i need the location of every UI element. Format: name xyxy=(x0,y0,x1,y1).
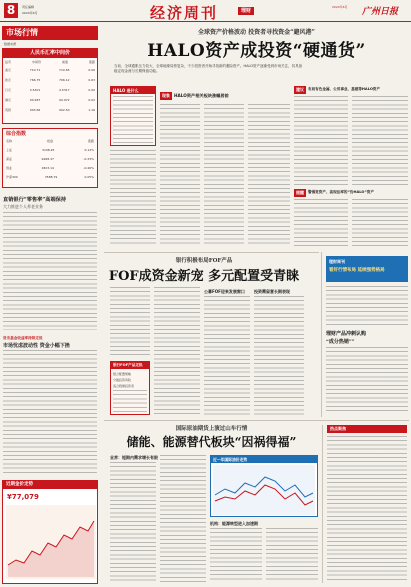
rate-col-mid: 中间价 xyxy=(31,60,41,64)
rate-cell: 903.66 xyxy=(29,108,41,112)
fof-side-box xyxy=(110,361,150,415)
rate-cell: 港元 xyxy=(5,98,12,102)
right-sidebar xyxy=(321,252,409,417)
rate-cell: 902.50 xyxy=(59,108,70,112)
sub3-label: 建议 xyxy=(296,87,304,92)
ad-top: 理财周刊 xyxy=(329,259,345,264)
gold-chart-big-number: ¥77,079 xyxy=(7,493,39,501)
fof-col2-body xyxy=(154,287,200,415)
fof-sub-a: 公募FOF迎来发展窗口 xyxy=(204,289,245,294)
rate-row xyxy=(5,108,95,112)
rate-table xyxy=(2,48,98,124)
story2-body xyxy=(3,350,97,476)
newspaper-logo: 广州日报 xyxy=(362,7,399,17)
main-article xyxy=(104,24,409,249)
oil-right-box xyxy=(322,425,408,583)
index-col: 涨跌 xyxy=(87,139,94,143)
header-date-right: 2024年6月 xyxy=(332,5,348,9)
index-cell: 沪深300 xyxy=(6,175,18,179)
index-row xyxy=(6,166,94,170)
main-col8-body xyxy=(352,199,408,247)
halo-definition-box xyxy=(110,86,156,146)
index-cell: 深证 xyxy=(6,157,13,161)
main-col3-body xyxy=(204,104,244,246)
index-row xyxy=(6,148,94,152)
rate-cell: 766.75 xyxy=(29,78,41,82)
notice-title: 理财产品冲刺认购 xyxy=(326,331,367,337)
index-table-title: 综合指数 xyxy=(6,131,27,137)
sub3-title: 布局有色金属、公用事业、基建等HALO资产 xyxy=(308,87,381,91)
fof-col3-body xyxy=(204,296,250,415)
fof-sub-b: 投资需留意长期表现 xyxy=(254,289,290,294)
rate-col-currency: 货币 xyxy=(5,60,12,64)
rate-row xyxy=(5,88,95,92)
rate-cell: 0.02 xyxy=(88,98,95,102)
gold-chart-box xyxy=(2,480,98,584)
fof-col4-body xyxy=(254,296,304,415)
right-body-2 xyxy=(326,347,408,413)
index-table xyxy=(2,128,98,188)
rate-cell: 710.71 xyxy=(29,68,41,72)
sub2-header xyxy=(160,92,290,100)
rate-cell: 4.5301 xyxy=(29,88,41,92)
rate-cell: 英镑 xyxy=(5,108,12,112)
index-cell: 0.12% xyxy=(84,148,94,152)
oil-col1-body xyxy=(110,462,156,582)
oil-col2-body xyxy=(160,455,206,582)
index-cell: -0.33% xyxy=(83,157,94,161)
header-small-info: 责任编辑 xyxy=(22,5,35,9)
ad-box xyxy=(326,256,408,282)
rate-row xyxy=(5,68,95,72)
index-col: 收盘 xyxy=(46,139,53,143)
page-number: 8 xyxy=(4,3,18,18)
main-col5-body xyxy=(294,96,348,186)
rate-row xyxy=(5,98,95,102)
oil-col3-body xyxy=(210,528,262,582)
index-cell: -0.46% xyxy=(83,166,94,170)
fof-side-item: 分散投资风险 xyxy=(113,378,132,382)
halo-definition-body xyxy=(113,96,153,144)
story1-body xyxy=(3,212,97,330)
sub2-label: 现象 xyxy=(162,93,170,98)
index-cell: 3108.45 xyxy=(42,148,55,152)
index-cell: 0.05% xyxy=(84,175,94,179)
oil-kicker: 国际原油期货上演过山车行情 xyxy=(175,426,248,432)
oil-chart-title: 近一年国际油价走势 xyxy=(211,456,317,463)
index-cell: 上证 xyxy=(6,148,13,152)
rate-table-title: 人民币汇率中间价 xyxy=(3,49,97,58)
rate-col-change: 涨跌 xyxy=(88,60,95,64)
main-headline: HALO资产成投资“硬通货” xyxy=(147,41,366,61)
index-cell: 创业 xyxy=(6,166,13,170)
gold-chart-title: 近期金价走势 xyxy=(3,481,97,489)
rate-cell: 欧元 xyxy=(5,78,12,82)
ad-text: 看好行情布局 延续强势格局 xyxy=(329,268,385,273)
sub3-header xyxy=(294,86,409,94)
sub4-header xyxy=(294,189,409,197)
rate-cell: 1.16 xyxy=(88,108,95,112)
rate-cell: 美元 xyxy=(5,68,12,72)
main-kicker: 全球资产价格波动 投资者寻找资金“避风港” xyxy=(198,29,315,36)
main-col4-body xyxy=(248,104,290,246)
right-body-1 xyxy=(326,286,408,326)
index-cell: 3588.79 xyxy=(44,175,58,179)
main-col1-body xyxy=(110,150,156,246)
rate-cell: 90.972 xyxy=(59,98,70,102)
oil-right-box-title: 热点聚焦 xyxy=(327,425,407,433)
market-subtitle: 数据来源 xyxy=(4,42,17,46)
oil-headline: 储能、能源替代板块“因祸得福” xyxy=(126,435,297,449)
oil-chart-box xyxy=(210,455,318,517)
rate-cell: 710.65 xyxy=(59,68,70,72)
story2-headline: 市场忧虑波动性 资金小幅下挫 xyxy=(3,343,70,349)
main-col7-body xyxy=(294,199,348,247)
index-col: 名称 xyxy=(6,139,13,143)
rate-cell: 0.06 xyxy=(88,68,95,72)
rate-cell: 日元 xyxy=(5,88,12,92)
sub2-title: HALO资产相关板块涨幅居前 xyxy=(174,93,229,98)
market-title: 市场行情 xyxy=(2,26,98,40)
header-date: 2024年6月 xyxy=(22,11,38,15)
rate-table-header xyxy=(5,60,95,66)
story1-sub: 大力推进个人养老业务 xyxy=(3,204,43,209)
index-cell: 1823.14 xyxy=(41,166,54,170)
rate-cell: 0.00 xyxy=(88,88,95,92)
fof-kicker: 银行积极布局FOF产品 xyxy=(175,258,233,264)
fof-headline: FOF成资金新宠 多元配置受青睐 xyxy=(108,269,300,284)
rate-cell: 90.987 xyxy=(29,98,41,102)
oil-right-body xyxy=(327,436,407,580)
fof-side-item: 组合配置策略 xyxy=(113,372,132,376)
sub4-title: 警惕宽资产、高现法率的“伪HALO”资产 xyxy=(308,190,375,194)
rate-col-prev: 前值 xyxy=(61,60,68,64)
oil-sub-a: 业界：短期内需求增长有限 xyxy=(110,455,158,460)
main-col2-body xyxy=(160,104,200,246)
notice-sub: “成分热销”” xyxy=(326,339,355,345)
fof-side-body xyxy=(113,390,147,412)
fof-side-title: 银行FOF产品走热 xyxy=(111,362,149,369)
left-column xyxy=(0,24,100,587)
oil-sub-b: 机构：能源转型进入加速期 xyxy=(210,521,258,526)
index-cell: 9468.37 xyxy=(41,157,54,161)
masthead-tag: 理财 xyxy=(238,7,254,15)
main-lead: 当前，全球通胀压力较大，全球地缘局势复杂，不少投资者开始寻找新的避险资产。HALO资产逐渐受到市场关注，其具备稳定现金流与长期保值功能。 xyxy=(114,64,303,73)
masthead-section: 经济周刊 xyxy=(150,4,219,22)
rate-cell: 4.5317 xyxy=(59,88,70,92)
oil-col4-body xyxy=(266,528,318,582)
gold-chart-svg xyxy=(6,505,96,579)
fof-side-item: 适合稳健投资者 xyxy=(113,384,135,388)
main-col6-body xyxy=(352,96,408,186)
index-table-header xyxy=(6,139,94,143)
story2-title: 货币基金收益率持续走低 xyxy=(3,336,43,340)
story1-headline: 直销银行“零售率”高端保持 xyxy=(3,197,67,203)
oil-article xyxy=(104,420,409,585)
sub4-label: 提醒 xyxy=(296,190,304,195)
fof-article xyxy=(104,252,319,417)
page-header xyxy=(0,0,411,22)
rate-row xyxy=(5,78,95,82)
rate-cell: 0.63 xyxy=(88,78,95,82)
index-row xyxy=(6,175,94,179)
oil-chart-svg xyxy=(213,465,315,515)
halo-definition-label: HALO 是什么 xyxy=(111,87,155,94)
rate-cell: 766.12 xyxy=(59,78,70,82)
index-row xyxy=(6,157,94,161)
fof-col1-body xyxy=(110,287,150,357)
